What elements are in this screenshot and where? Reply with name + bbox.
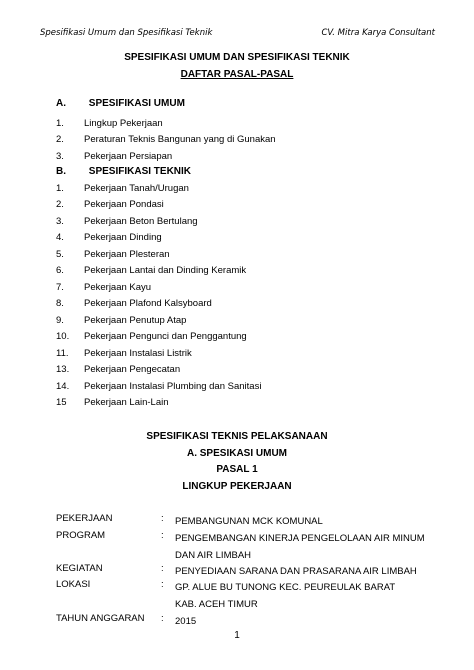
detail-value-line1: PENYEDIAAN SARANA DAN PRASARANA AIR LIMBAH — [175, 566, 417, 577]
item-text: Pekerjaan Penutup Atap — [84, 315, 187, 326]
detail-value — [175, 513, 474, 530]
section-a-label: SPESIFIKASI UMUM — [88, 98, 185, 109]
list-item — [56, 331, 247, 342]
main-title: SPESIFIKASI UMUM DAN SPESIFIKASI TEKNIK — [124, 52, 350, 63]
item-number: 4. — [56, 232, 64, 243]
detail-value-line2: KAB. ACEH TIMUR — [175, 599, 258, 610]
item-number: 2. — [56, 134, 64, 145]
list-item — [56, 315, 186, 326]
item-number: 5. — [56, 249, 64, 260]
item-number: 1. — [56, 183, 64, 194]
list-item — [56, 232, 162, 243]
item-text: Pekerjaan Dinding — [84, 232, 162, 243]
list-item — [56, 183, 189, 194]
list-item — [56, 265, 246, 276]
section-a-letter: A. — [56, 98, 66, 109]
item-number: 2. — [56, 199, 64, 210]
item-text: Pekerjaan Plesteran — [84, 249, 170, 260]
item-text: Peraturan Teknis Bangunan yang di Gunakan — [84, 134, 276, 145]
header-left: Spesifikasi Umum dan Spesifikasi Teknik — [40, 28, 213, 38]
item-number: 10. — [56, 331, 70, 342]
detail-label: PEKERJAAN — [56, 513, 113, 524]
detail-label: KEGIATAN — [56, 563, 103, 574]
header-right: CV. Mitra Karya Consultant — [321, 28, 435, 38]
section-b-label: SPESIFIKASI TEKNIK — [88, 166, 192, 177]
item-text: Pekerjaan Lain-Lain — [84, 397, 169, 408]
item-number: 9. — [56, 315, 64, 326]
detail-value-line1: PENGEMBANGAN KINERJA PENGELOLAAN AIR MINUM — [175, 533, 425, 544]
list-item — [56, 199, 164, 210]
list-item — [56, 381, 261, 392]
detail-colon: : — [161, 513, 164, 524]
pasal-heading-2: A. SPESIKASI UMUM — [186, 448, 287, 459]
detail-value-line1: PEMBANGUNAN MCK KOMUNAL — [175, 516, 323, 527]
detail-colon: : — [161, 579, 164, 590]
item-text: Lingkup Pekerjaan — [84, 118, 163, 129]
detail-value — [175, 579, 474, 613]
item-number: 3. — [56, 216, 64, 227]
item-number: 1. — [56, 118, 64, 129]
item-text: Pekerjaan Kayu — [84, 282, 152, 293]
section-a-heading — [56, 98, 185, 109]
list-item — [56, 151, 172, 162]
item-number: 15 — [56, 397, 67, 408]
page-number: 1 — [234, 630, 240, 641]
item-number: 6. — [56, 265, 64, 276]
item-text: Pekerjaan Instalasi Listrik — [84, 348, 192, 359]
section-b-letter: B. — [56, 166, 66, 177]
item-number: 11. — [56, 348, 69, 359]
list-item — [56, 282, 151, 293]
list-item — [56, 348, 192, 359]
list-item — [56, 118, 163, 129]
detail-value — [175, 613, 474, 630]
detail-label: TAHUN ANGGARAN — [56, 613, 145, 624]
list-item — [56, 249, 170, 260]
item-number: 13. — [56, 364, 70, 375]
item-text: Pekerjaan Tanah/Urugan — [84, 183, 189, 194]
detail-value-line1: 2015 — [175, 616, 197, 627]
pasal-heading-3: PASAL 1 — [216, 464, 258, 475]
detail-label: PROGRAM — [56, 530, 106, 541]
list-item — [56, 364, 180, 375]
list-item — [56, 397, 169, 408]
item-text: Pekerjaan Beton Bertulang — [84, 216, 198, 227]
detail-value-line1: GP. ALUE BU TUNONG KEC. PEUREULAK BARAT — [175, 582, 396, 593]
item-text: Pekerjaan Lantai dan Dinding Keramik — [84, 265, 247, 276]
item-text: Pekerjaan Pondasi — [84, 199, 164, 210]
detail-colon: : — [161, 613, 164, 624]
pasal-heading-4: LINGKUP PEKERJAAN — [182, 481, 292, 492]
pasal-heading-1: SPESIFIKASI TEKNIS PELAKSANAAN — [146, 431, 328, 442]
item-text: Pekerjaan Plafond Kalsyboard — [84, 298, 212, 309]
list-item — [56, 134, 276, 145]
detail-colon: : — [161, 530, 164, 541]
item-text: Pekerjaan Persiapan — [84, 151, 173, 162]
sub-title: DAFTAR PASAL-PASAL — [180, 69, 294, 80]
item-number: 14. — [56, 381, 70, 392]
list-item — [56, 216, 198, 227]
item-text: Pekerjaan Pengecatan — [84, 364, 181, 375]
item-text: Pekerjaan Pengunci dan Penggantung — [84, 331, 247, 342]
item-number: 3. — [56, 151, 64, 162]
item-text: Pekerjaan Instalasi Plumbing dan Sanitasi — [84, 381, 262, 392]
detail-value — [175, 563, 474, 580]
detail-value-line2: DAN AIR LIMBAH — [175, 550, 252, 561]
item-number: 8. — [56, 298, 64, 309]
detail-colon: : — [161, 563, 164, 574]
detail-label: LOKASI — [56, 579, 91, 590]
section-b-heading — [56, 166, 191, 177]
detail-value — [175, 530, 474, 564]
item-number: 7. — [56, 282, 64, 293]
list-item — [56, 298, 212, 309]
